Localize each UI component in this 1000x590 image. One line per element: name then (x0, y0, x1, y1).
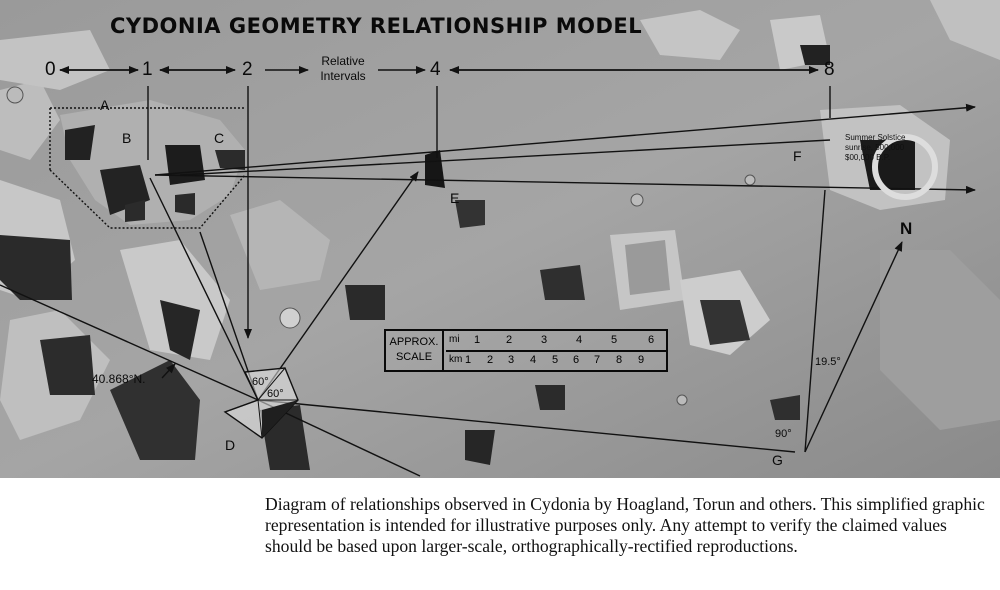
mi-tick: 2 (506, 334, 513, 346)
point-g-label: G (772, 452, 783, 468)
scale-header (386, 331, 444, 370)
angle-d-upper: 60° (252, 376, 269, 388)
interval-0: 0 (45, 59, 56, 80)
km-tick: 7 (594, 354, 601, 366)
diagram-title: CYDONIA GEOMETRY RELATIONSHIP MODEL (110, 14, 643, 38)
interval-2: 2 (242, 59, 253, 80)
north-label: N (900, 219, 913, 238)
relative-intervals-label (308, 54, 378, 84)
point-b-label: B (122, 130, 132, 146)
latitude-label: 40.868°N. (92, 372, 146, 386)
mi-tick: 3 (541, 334, 548, 346)
scale-header-approx: APPROX. (389, 336, 439, 348)
km-tick: 8 (616, 354, 623, 366)
scale-km-unit: km (449, 354, 463, 365)
scale-header-scale: SCALE (395, 351, 433, 363)
annotation-line1: Summer Solstice (845, 133, 906, 142)
annotation-line2: sunrise, 500,000 (845, 143, 905, 152)
point-f-label: F (793, 148, 802, 164)
mi-tick: 1 (474, 334, 481, 346)
intervals-label: Intervals (320, 69, 366, 83)
interval-1: 1 (142, 59, 153, 80)
point-a-label: A (100, 97, 110, 113)
figure-caption: Diagram of relationships observed in Cydonia by Hoagland, Torun and others. This simplified graphic representation is intended for illustrative purposes only. Any attempt to verify the claimed values should be based upon larger-scale, orthographically-rectified reproductions. (265, 494, 985, 556)
scale-mi-unit: mi (449, 334, 460, 345)
mi-tick: 5 (611, 334, 618, 346)
approx-scale-table (384, 329, 668, 372)
angle-g-19-5: 19.5° (815, 356, 841, 368)
angle-g-90: 90° (775, 428, 792, 440)
scale-row-miles (446, 331, 666, 352)
km-tick: 5 (552, 354, 559, 366)
point-d-label: D (225, 437, 236, 453)
km-tick: 2 (487, 354, 494, 366)
point-e-label: E (450, 190, 460, 206)
km-tick: 4 (530, 354, 537, 366)
scale-row-km (446, 351, 666, 370)
interval-4: 4 (430, 59, 441, 80)
km-tick: 1 (465, 354, 472, 366)
km-tick: 9 (638, 354, 645, 366)
mi-tick: 6 (648, 334, 655, 346)
point-c-label: C (214, 130, 225, 146)
angle-d-lower: 60° (267, 388, 284, 400)
relative-label: Relative (321, 54, 365, 68)
mi-tick: 4 (576, 334, 583, 346)
annotation-line3: $00,000 B.P. (845, 153, 891, 162)
interval-8: 8 (824, 59, 835, 80)
km-tick: 3 (508, 354, 515, 366)
km-tick: 6 (573, 354, 580, 366)
solstice-annotation (845, 133, 905, 163)
